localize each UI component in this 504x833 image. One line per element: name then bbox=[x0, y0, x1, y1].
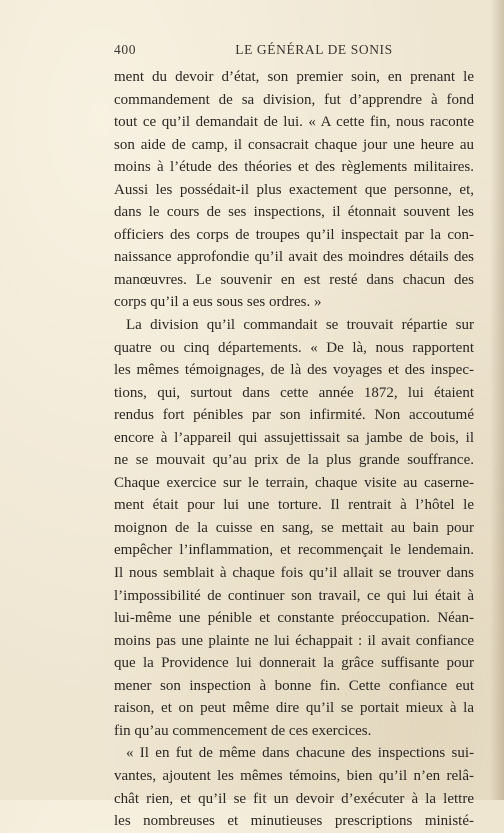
text-line: son aide de camp, il consacrait chaque jour une heure au bbox=[114, 136, 474, 153]
text-line: ne se mouvait qu’au prix de la plus grande souffrance. bbox=[114, 452, 474, 469]
text-line: dans le cours de ses inspections, il étonnait souvent les bbox=[114, 204, 474, 221]
body-text bbox=[114, 66, 474, 833]
text-line: les mêmes témoignages, de là des voyages et des inspec- bbox=[114, 362, 474, 379]
paragraph-end-line: fin qu’au commencement de ces exercices. bbox=[114, 722, 372, 739]
text-line: chât rien, et qu’il se fit un devoir d’exécuter à la lettre bbox=[114, 790, 474, 807]
text-line: lui-même une pénible et constante préoccupation. Néan- bbox=[114, 610, 474, 627]
text-line: moins à l’étude des théories et des règlements militaires. bbox=[114, 159, 474, 176]
text-line: que la Providence lui donnerait la grâce suffisante pour bbox=[114, 655, 474, 672]
text-line: moins pas une plainte ne lui échappait : il avait confiance bbox=[114, 632, 474, 649]
text-line: l’impossibilité de continuer son travail, ce qui lui était à bbox=[114, 587, 474, 604]
text-line: Il nous semblait à chaque fois qu’il allait se trouver dans bbox=[114, 565, 474, 582]
page-edge-shadow bbox=[490, 0, 504, 800]
text-line: encore à l’appareil qui assujettissait sa jambe de bois, il bbox=[114, 429, 474, 446]
running-title: LE GÉNÉRAL DE SONIS bbox=[235, 42, 393, 57]
text-line: les nombreuses et minutieuses prescriptions ministé- bbox=[114, 813, 474, 830]
text-line: tions, qui, surtout dans cette année 1872, lui étaient bbox=[114, 384, 474, 401]
text-line: naissance approfondie qu’il avait des moindres détails des bbox=[114, 249, 474, 266]
text-line: moignon de la cuisse en sang, se mettait au bain pour bbox=[114, 519, 474, 536]
text-line: empêcher l’inflammation, et recommençait le lendemain. bbox=[114, 542, 474, 559]
page-number: 400 bbox=[114, 42, 137, 57]
paragraph-start-line: La division qu’il commandait se trouvait répartie sur bbox=[126, 317, 474, 334]
text-line: raison, et on peut même dire qu’il se portait mieux à la bbox=[114, 700, 474, 717]
text-line: Chaque exercice sur le terrain, chaque visite au caserne- bbox=[114, 474, 474, 491]
text-line: officiers des corps de troupes qu’il inspectait par la con- bbox=[114, 226, 474, 243]
text-line: Aussi les possédait-il plus exactement que personne, et, bbox=[114, 181, 474, 198]
text-line: mener son inspection à bonne fin. Cette confiance eut bbox=[114, 677, 474, 694]
running-head bbox=[114, 42, 474, 62]
text-line: tout ce qu’il demandait de lui. « A cette fin, nous raconte bbox=[114, 114, 474, 131]
text-line: quatre ou cinq départements. « De là, nous rapportent bbox=[114, 339, 474, 356]
paragraph-start-line: « Il en fut de même dans chacune des inspections sui- bbox=[126, 745, 474, 762]
text-line: manœuvres. Le souvenir en est resté dans chacun des bbox=[114, 271, 474, 288]
text-line: ment du devoir d’état, son premier soin, en prenant le bbox=[114, 69, 474, 85]
text-line: vantes, ajoutent les mêmes témoins, bien qu’il n’en relâ- bbox=[114, 767, 474, 784]
text-line: rendus fort pénibles par son infirmité. Non accoutumé bbox=[114, 407, 474, 424]
text-line: ment était pour lui une torture. Il rentrait à l’hôtel le bbox=[114, 497, 474, 514]
paragraph-end-line: corps qu’il a eus sous ses ordres. » bbox=[114, 294, 322, 311]
text-line: commandement de sa division, fut d’apprendre à fond bbox=[114, 91, 474, 108]
